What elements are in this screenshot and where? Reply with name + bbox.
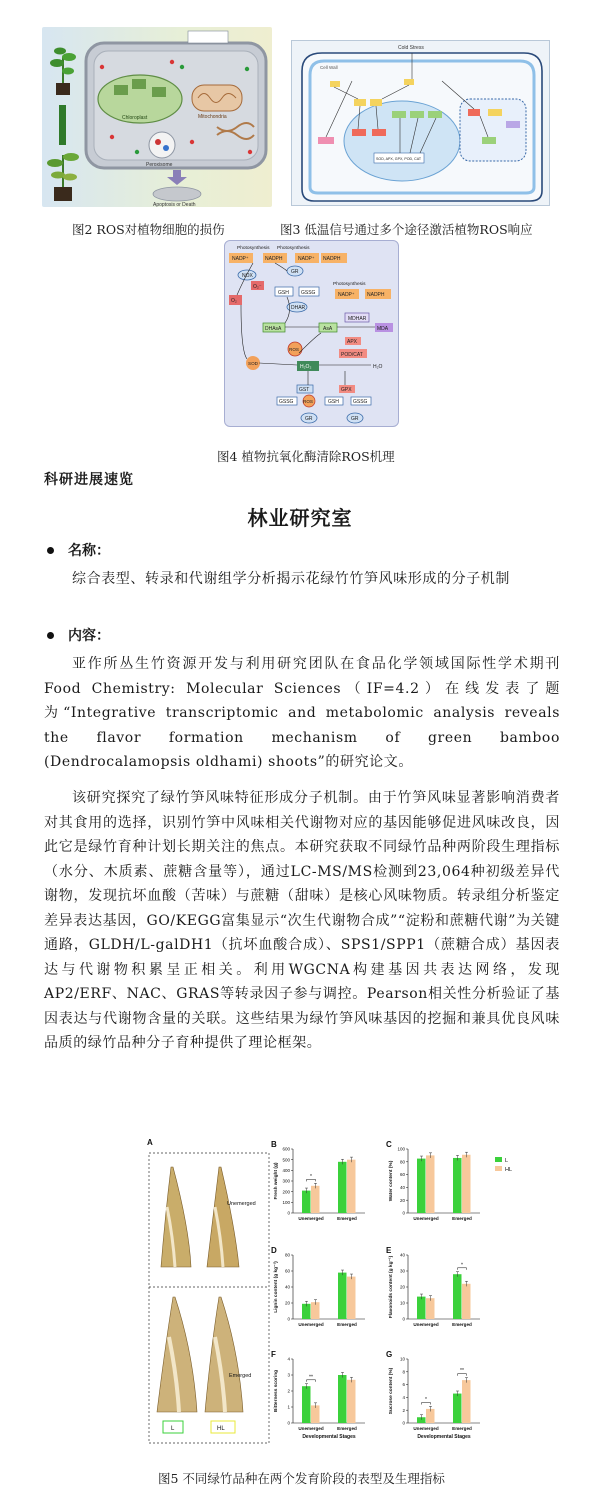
y-tick-label: 1 xyxy=(287,1404,290,1410)
y-tick-label: 20 xyxy=(399,1284,405,1290)
x-tick-label: Unemerged xyxy=(298,1216,324,1221)
chloroplast-label: Chloroplast xyxy=(122,115,148,121)
nadp-label-3: NADP⁺ xyxy=(338,292,355,298)
y-tick-label: 0 xyxy=(402,1420,405,1426)
significance-mark: * xyxy=(461,1262,463,1269)
y-tick-label: 10 xyxy=(399,1300,405,1306)
nox-label: NOX xyxy=(242,273,253,279)
panel-a-emerged-label: Emerged xyxy=(229,1373,252,1379)
bar-l-unemerged xyxy=(417,1159,426,1213)
legend-l-label: L xyxy=(505,1158,509,1164)
bar-hl-unemerged xyxy=(311,1405,320,1423)
panel-d xyxy=(271,1246,365,1327)
gssg-top-label: GSSG xyxy=(301,290,316,296)
figure-4-antioxidant-enzymes-diagram xyxy=(224,240,399,427)
y-tick-label: 60 xyxy=(284,1268,290,1274)
y-tick-label: 20 xyxy=(399,1197,405,1203)
y-tick-label: 0 xyxy=(402,1210,405,1216)
nadph-label-3: NADPH xyxy=(367,292,385,298)
x-tick-label: Emerged xyxy=(452,1426,472,1431)
panel-b xyxy=(271,1140,365,1221)
paragraph-1: 亚作所丛生竹资源开发与利用研究团队在食品化学领域国际性学术期刊Food Chemistry: Molecular Sciences（IF=4.2）在线发表了题为“Integrative transcriptomic and metabolomic analysis reveals the flavor formation mechanism of green bamboo (Dendrocalamopsis oldhami) shoots”的研究论文。 xyxy=(44,656,560,770)
y-tick-label: 20 xyxy=(284,1300,290,1306)
y-tick-label: 2 xyxy=(287,1388,290,1394)
apx-label: APX xyxy=(347,339,358,345)
figure-4-illustration xyxy=(225,241,399,427)
y-tick-label: 40 xyxy=(284,1284,290,1290)
y-tick-label: 40 xyxy=(399,1252,405,1258)
panel-letter: D xyxy=(271,1246,277,1255)
l-variety-label: L xyxy=(171,1426,175,1432)
bar-hl-emerged xyxy=(347,1380,356,1423)
dhar-label: DHAR xyxy=(291,305,306,311)
y-tick-label: 30 xyxy=(399,1268,405,1274)
significance-mark: ** xyxy=(309,1374,313,1381)
bar-l-unemerged xyxy=(302,1386,311,1423)
y-tick-label: 80 xyxy=(399,1159,405,1165)
y-tick-label: 80 xyxy=(284,1252,290,1258)
y-axis-label: Fresh weight (g) xyxy=(274,1162,279,1200)
significance-mark: * xyxy=(425,1397,427,1404)
bar-panels xyxy=(271,1140,480,1440)
content-label: 内容： xyxy=(68,628,110,644)
significance-mark: ** xyxy=(460,1368,464,1375)
x-tick-label: Unemerged xyxy=(413,1426,439,1431)
gssg-bottom-label-1: GSSG xyxy=(279,399,294,405)
y-tick-label: 8 xyxy=(402,1369,405,1375)
legend-hl-label: HL xyxy=(505,1167,513,1173)
nadp-label-1: NADP⁺ xyxy=(232,256,249,262)
bar-hl-emerged xyxy=(347,1160,356,1213)
down-arrow-icon xyxy=(167,170,187,185)
legend-l-swatch xyxy=(495,1157,502,1162)
nadph-label-2: NADPH xyxy=(323,256,341,262)
bar-l-emerged xyxy=(338,1375,347,1423)
mitochondria-label: Mitochondria xyxy=(198,114,227,120)
bar-hl-emerged xyxy=(462,1380,471,1423)
x-tick-label: Emerged xyxy=(452,1216,472,1221)
photosynthesis-label-2: Photosynthesis xyxy=(277,246,310,251)
x-tick-label: Unemerged xyxy=(298,1426,324,1431)
bullet-icon xyxy=(47,632,54,639)
y-tick-label: 100 xyxy=(397,1146,405,1152)
gr-top-label: GR xyxy=(291,269,299,275)
asa-label: AsA xyxy=(323,326,333,332)
figure-3-cold-signal-diagram xyxy=(291,40,550,206)
peroxisome-label: Peroxisome xyxy=(146,162,173,168)
bar-hl-emerged xyxy=(462,1155,471,1213)
y-tick-label: 6 xyxy=(402,1382,405,1388)
y-tick-label: 600 xyxy=(282,1146,290,1152)
x-tick-label: Unemerged xyxy=(413,1322,439,1327)
x-tick-label: Emerged xyxy=(452,1322,472,1327)
o2-radical-label: O₂⁻ xyxy=(253,284,262,290)
bullet-icon xyxy=(47,547,54,554)
figure-5-caption: 图5 不同绿竹品种在两个发育阶段的表型及生理指标 xyxy=(158,1471,445,1486)
paper-title-text: 综合表型、转录和代谢组学分析揭示花绿竹竹笋风味形成的分子机制 xyxy=(72,571,510,587)
y-tick-label: 60 xyxy=(399,1172,405,1178)
apoptosis-label: Apoptosis or Death xyxy=(153,202,196,207)
x-tick-label: Unemerged xyxy=(298,1322,324,1327)
y-axis-label: Lignin content (g kg⁻¹) xyxy=(274,1261,279,1313)
panel-letter: C xyxy=(386,1140,392,1149)
hl-variety-label: HL xyxy=(217,1426,225,1432)
h2o-label: H₂O xyxy=(373,364,383,370)
name-bullet xyxy=(47,540,110,560)
section-tag: 科研进展速览 xyxy=(44,472,134,488)
y-tick-label: 400 xyxy=(282,1167,290,1173)
mda-label: MDA xyxy=(377,326,389,332)
figure-5-chart xyxy=(143,1137,523,1453)
bamboo-shoot-emerged-hl xyxy=(205,1297,243,1412)
photosynthesis-label-1: Photosynthesis xyxy=(237,246,270,251)
panel-a-unemerged-label: Unemerged xyxy=(227,1201,256,1207)
bar-l-emerged xyxy=(338,1162,347,1213)
x-axis-title: Developmental Stages xyxy=(302,1434,356,1440)
seedling-bottom xyxy=(47,153,79,201)
seedling-top xyxy=(50,48,76,96)
h2o2-label: H₂O₂ xyxy=(300,364,312,370)
y-axis-label: Flavonoids content (g kg⁻¹) xyxy=(389,1255,394,1319)
y-tick-label: 0 xyxy=(402,1316,405,1322)
mdhar-label: MDHAR xyxy=(348,316,367,322)
gpx-label: GPX xyxy=(341,387,352,393)
dead-cell-shape xyxy=(153,187,201,201)
panel-e xyxy=(386,1246,480,1327)
bar-l-emerged xyxy=(338,1273,347,1319)
panel-letter: B xyxy=(271,1140,277,1149)
y-tick-label: 0 xyxy=(287,1210,290,1216)
gsh-top-label: GSH xyxy=(278,290,289,296)
y-tick-label: 0 xyxy=(287,1420,290,1426)
y-tick-label: 300 xyxy=(282,1178,290,1184)
gr-bottom-label-2: GR xyxy=(351,416,359,422)
y-tick-label: 10 xyxy=(399,1356,405,1362)
x-axis-title: Developmental Stages xyxy=(417,1434,471,1440)
bamboo-shoot-unemerged-l xyxy=(161,1167,191,1267)
mitochondria-shape xyxy=(192,85,242,111)
figure-2-caption: 图2 ROS对植物细胞的损伤 xyxy=(72,222,225,237)
panel-c xyxy=(386,1140,480,1221)
bamboo-shoot-emerged-l xyxy=(157,1297,197,1412)
y-tick-label: 4 xyxy=(402,1395,405,1400)
paragraph-2: 该研究探究了绿竹笋风味特征形成分子机制。由于竹笋风味显著影响消费者对其食用的选择，识别竹笋中风味相关代谢物对应的基因能够促进风味改良，因此它是绿竹育种计划长期关注的焦点。本研究获取不同绿竹品种两阶段生理指标（水分、木质素、蔗糖含量等），通过LC-MS/MS检测到23,064种初级差异代谢物，发现抗坏血酸（苦味）与蔗糖（甜味）是核心风味物质。转录组分析鉴定差异表达基因，GO/KEGG富集显示“次生代谢物合成”“淀粉和蔗糖代谢”为关键通路，GLDH/L-galDH1（抗坏血酸合成）、SPS1/SPP1（蔗糖合成）基因表达与代谢物积累呈正相关。利用WGCNA构建基因共表达网络，发现AP2/ERF、NAC、GRAS等转录因子参与调控。Pearson相关性分析验证了基因表达与代谢物含量的关联。这些结果为绿竹笋风味基因的挖掘和兼具优良风味品质的绿竹品种分子育种提供了理论框架。 xyxy=(44,790,560,1051)
figure-2-ros-damage-diagram xyxy=(42,27,272,207)
bar-l-emerged xyxy=(453,1274,462,1319)
photosynthesis-label-3: Photosynthesis xyxy=(333,282,366,287)
panel-a-letter: A xyxy=(147,1138,153,1147)
figure-5-phenotype-panels xyxy=(143,1137,523,1453)
x-tick-label: Emerged xyxy=(337,1216,357,1221)
x-tick-label: Unemerged xyxy=(413,1216,439,1221)
cell-wall-label: Cell Wall xyxy=(320,65,338,70)
figure-4-caption: 图4 植物抗氧化酶清除ROS机理 xyxy=(217,449,395,464)
figure-3-illustration xyxy=(292,41,550,206)
bar-l-emerged xyxy=(453,1394,462,1423)
o2-label: O₂ xyxy=(231,298,237,304)
y-tick-label: 40 xyxy=(399,1185,405,1190)
bar-hl-emerged xyxy=(347,1277,356,1319)
cold-stress-label: Cold Stress xyxy=(398,45,424,51)
antioxidant-gene-label: SOD, APX, GPX, POD, CAT xyxy=(376,157,422,161)
bar-hl-emerged xyxy=(462,1284,471,1319)
panel-g xyxy=(386,1350,480,1440)
ros-bottom-label: ROS xyxy=(303,399,313,404)
sod-label: SOD xyxy=(248,361,258,366)
panel-letter: E xyxy=(386,1246,392,1255)
name-label: 名称： xyxy=(68,543,110,559)
bar-hl-unemerged xyxy=(311,1186,320,1213)
y-axis-label: Water content (%) xyxy=(389,1160,394,1202)
bar-l-emerged xyxy=(453,1158,462,1213)
gst-label: GST xyxy=(299,387,310,393)
down-arrow-bar xyxy=(59,105,66,145)
gsh-bottom-label: GSH xyxy=(328,399,339,405)
bar-l-unemerged xyxy=(417,1297,426,1319)
content-bullet xyxy=(47,625,110,645)
y-tick-label: 100 xyxy=(282,1199,290,1205)
ros-mid-label: ROS xyxy=(289,347,299,352)
lab-title: 林业研究室 xyxy=(247,506,353,530)
gr-bottom-label-1: GR xyxy=(305,416,313,422)
y-tick-label: 4 xyxy=(287,1356,290,1362)
pod-cat-label: POD/CAT xyxy=(341,352,363,358)
figure-2-illustration xyxy=(42,27,272,207)
y-tick-label: 500 xyxy=(282,1157,290,1163)
legend-hl-swatch xyxy=(495,1166,502,1171)
bar-hl-unemerged xyxy=(426,1155,435,1213)
nadph-label-1: NADPH xyxy=(265,256,283,262)
y-axis-label: Sucrose content (%) xyxy=(389,1367,394,1415)
significance-mark: * xyxy=(310,1173,312,1180)
y-tick-label: 0 xyxy=(287,1316,290,1322)
organelle-box xyxy=(460,99,526,161)
x-tick-label: Emerged xyxy=(337,1426,357,1431)
gssg-bottom-label-2: GSSG xyxy=(353,399,368,405)
bar-hl-unemerged xyxy=(426,1298,435,1319)
bar-l-unemerged xyxy=(302,1191,311,1213)
panel-letter: F xyxy=(271,1350,276,1359)
bamboo-shoot-unemerged-hl xyxy=(207,1167,239,1267)
y-tick-label: 2 xyxy=(402,1407,405,1413)
nadp-label-2: NADP⁺ xyxy=(298,256,315,262)
y-tick-label: 3 xyxy=(287,1372,290,1378)
panel-letter: G xyxy=(386,1350,393,1359)
x-tick-label: Emerged xyxy=(337,1322,357,1327)
y-axis-label: Bitterness scoring xyxy=(274,1369,279,1413)
peroxisome-shape xyxy=(149,132,175,158)
panel-f xyxy=(271,1350,365,1440)
figure-3-caption: 图3 低温信号通过多个途径激活植物ROS响应 xyxy=(280,222,533,237)
dhasa-label: DHAsA xyxy=(265,326,282,332)
y-tick-label: 200 xyxy=(282,1189,290,1195)
